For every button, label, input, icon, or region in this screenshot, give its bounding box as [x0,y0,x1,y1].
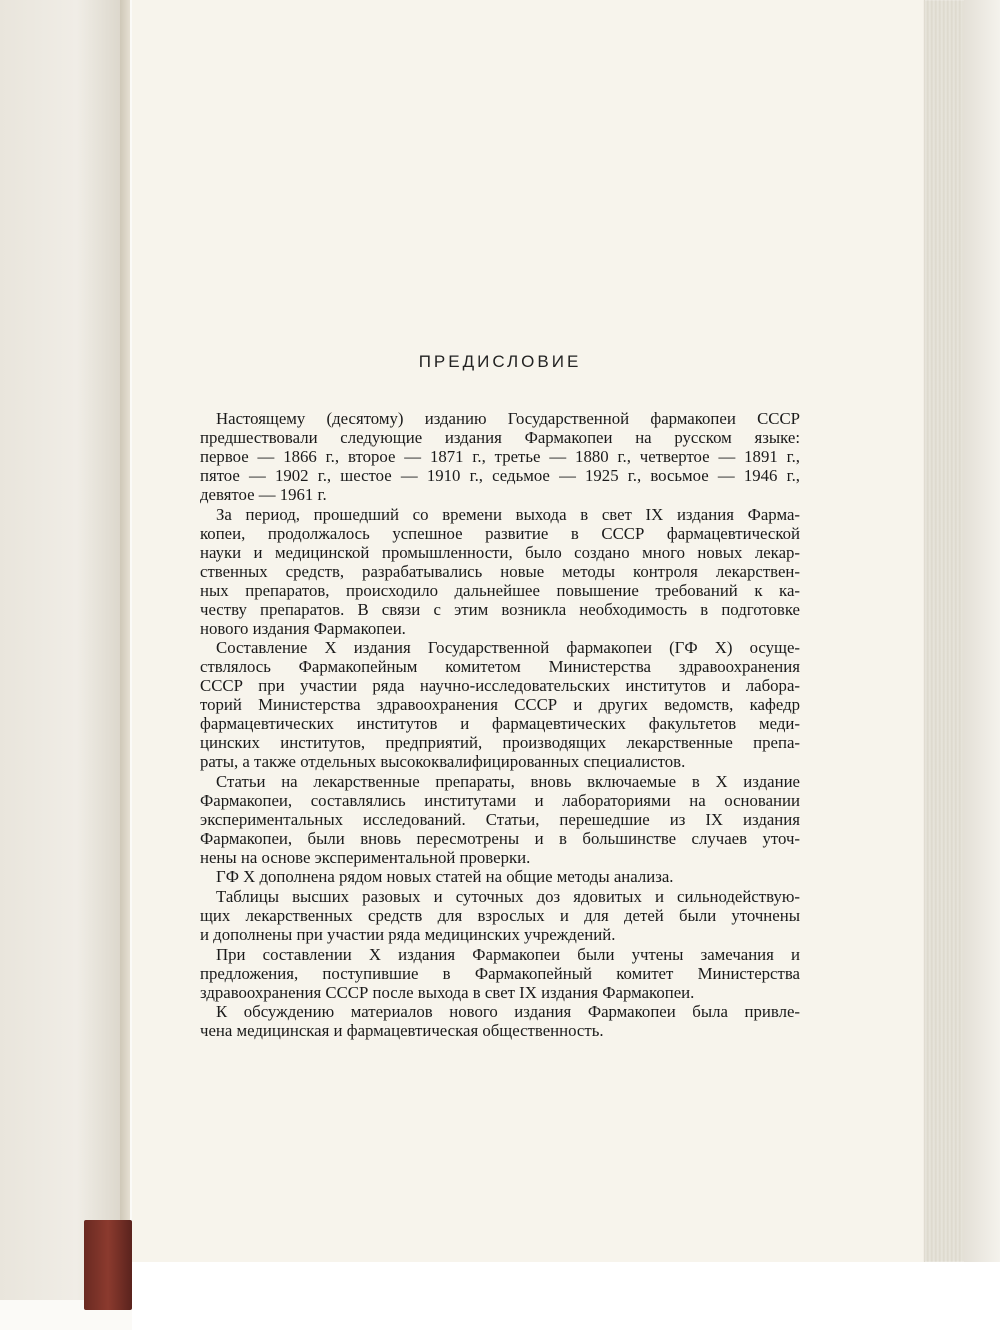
binding-edge [120,0,130,1300]
left-page-fold [0,0,128,1300]
paragraph-line: и дополнены при участии ряда медицинских учреждений. [200,925,616,944]
paragraph-line: ствлялось Фармакопейным комитетом Министерства здравоохранения [200,657,800,677]
paragraph-line: Фармакопеи, составлялись институтами и лабораториями на основании [200,790,800,810]
paragraph-line: ГФ X дополнена рядом новых статей на общие методы анализа. [216,867,674,887]
paragraph-line: нены на основе экспериментальной проверки. [200,847,531,867]
paragraph-line: предложения, поступившие в Фармакопейный комитет Министерства [200,963,800,983]
paragraph-line: нового издания Фармакопеи. [200,618,406,638]
paragraph-line: копеи, продолжалось успешное развитие в СССР фармацевтической [200,523,800,543]
paragraph-line: раты, а также отдельных высококвалифицированных специалистов. [200,752,686,772]
page-stack-right [964,0,1000,1262]
paragraph-line: первое — 1866 г., второе — 1871 г., третье — 1880 г., четвертое — 1891 г., [200,447,800,466]
paragraph-line: ных препаратов, происходило дальнейшее повышение требований к ка- [200,580,800,600]
book-cover-edge [84,1220,132,1310]
paragraph-line: науки и медицинской промышленности, было создано много новых лекар- [200,542,800,562]
paragraph-line: Фармакопеи, были вновь пересмотрены и в большинстве случаев уточ- [200,828,800,848]
scan-margin-bottom [132,1262,1000,1330]
paragraph-line: экспериментальных исследований. Статьи, перешедшие из IX издания [200,809,800,829]
paragraph-line: При составлении X издания Фармакопеи были учтены замечания и [216,944,800,964]
paragraph-line: пятое — 1902 г., шестое — 1910 г., седьмое — 1925 г., восьмое — 1946 г., [200,466,800,485]
paragraph-line: честву препаратов. В связи с этим возникла необходимость в подготовке [200,599,800,619]
paragraph-line: фармацевтических институтов и фармацевтических факультетов меди- [200,714,800,734]
paragraph-line: За период, прошедший со времени выхода в свет IX издания Фарма- [216,504,800,524]
paragraph-line: щих лекарственных средств для взрослых и для детей были уточнены [200,906,800,925]
paragraph-line: СССР при участии ряда научно-исследовательских институтов и лабора- [200,676,800,696]
paragraph-line: Таблицы высших разовых и суточных доз ядовитых и сильнодействую- [216,887,800,906]
paragraph-line: Статьи на лекарственные препараты, вновь включаемые в X издание [216,771,800,791]
page-title: ПРЕДИСЛОВИЕ [418,352,582,371]
paragraph-line: предшествовали следующие издания Фармакопеи на русском языке: [200,428,800,447]
paragraph-line: ственных средств, разрабатывались новые методы контроля лекарствен- [200,561,800,581]
paragraph-line: здравоохранения СССР после выхода в свет IX издания Фармакопеи. [200,982,695,1002]
paragraph-line: девятое — 1961 г. [200,485,327,504]
paragraph-line: Составление X издания Государственной фармакопеи (ГФ X) осуще- [216,638,800,658]
paragraph-line: торий Министерства здравоохранения СССР и других ведомств, кафедр [200,695,800,715]
paragraph-line: чена медицинская и фармацевтическая общественность. [200,1021,604,1041]
paragraph-line: Настоящему (десятому) изданию Государственной фармакопеи СССР [216,409,800,428]
page-stack-edges [924,0,964,1262]
paragraph-line: К обсуждению материалов нового издания Фармакопеи была привле- [216,1002,800,1022]
paragraph-line: цинских институтов, предприятий, производящих лекарственные препа- [200,733,800,753]
